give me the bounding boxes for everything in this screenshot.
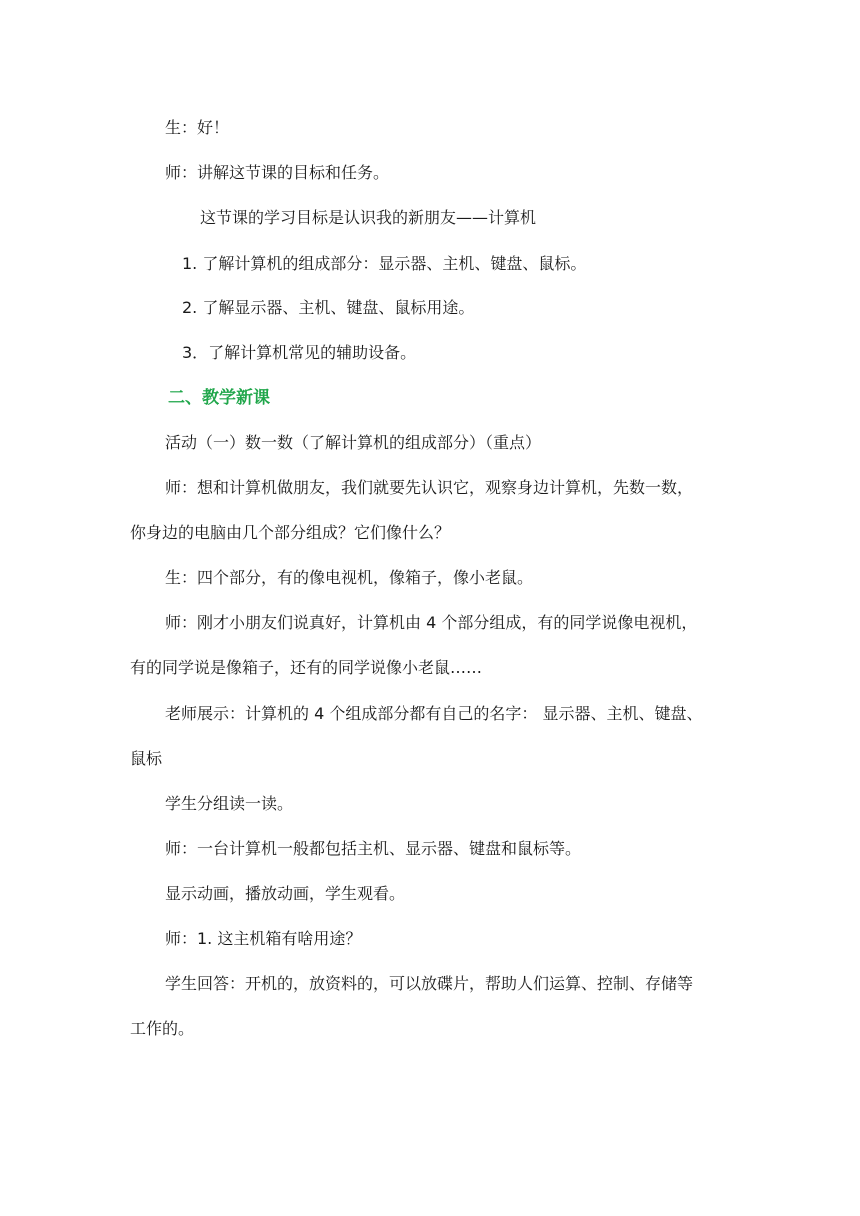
paragraph-group-read: 学生分组读一读。 bbox=[165, 794, 294, 813]
paragraph-teacher-question: 师：想和计算机做朋友，我们就要先认识它，观察身边计算机，先数一数， bbox=[165, 478, 694, 497]
paragraph-learning-goal: 这节课的学习目标是认识我的新朋友——计算机 bbox=[200, 208, 537, 227]
list-item-goal-3: 3．了解计算机常见的辅助设备。 bbox=[182, 343, 417, 362]
paragraph-teacher-show-cont: 鼠标 bbox=[130, 749, 163, 768]
list-item-goal-1: 1. 了解计算机的组成部分：显示器、主机、键盘、鼠标。 bbox=[182, 254, 587, 273]
paragraph-teacher-feedback: 师：刚才小朋友们说真好，计算机由 4 个部分组成，有的同学说像电视机， bbox=[165, 613, 698, 632]
paragraph-teacher-explain: 师：讲解这节课的目标和任务。 bbox=[165, 163, 390, 182]
paragraph-teacher-feedback-cont: 有的同学说是像箱子，还有的同学说像小老鼠…… bbox=[130, 658, 483, 677]
paragraph-teacher-q1: 师：1. 这主机箱有啥用途？ bbox=[165, 929, 362, 948]
paragraph-student-response: 学生回答：开机的，放资料的，可以放碟片，帮助人们运算、控制、存储等 bbox=[165, 974, 694, 993]
paragraph-teacher-show: 老师展示：计算机的 4 个组成部分都有自己的名字： 显示器、主机、键盘、 bbox=[165, 704, 703, 723]
paragraph-teacher-question-cont: 你身边的电脑由几个部分组成？它们像什么？ bbox=[130, 523, 451, 542]
paragraph-student-reply: 生：好！ bbox=[165, 118, 230, 137]
paragraph-student-answer: 生：四个部分，有的像电视机，像箱子，像小老鼠。 bbox=[165, 568, 534, 587]
paragraph-student-response-cont: 工作的。 bbox=[130, 1019, 195, 1038]
paragraph-activity-title: 活动（一）数一数（了解计算机的组成部分）（重点） bbox=[165, 433, 542, 452]
section-heading: 二、教学新课 bbox=[168, 388, 270, 408]
paragraph-teacher-summary: 师：一台计算机一般都包括主机、显示器、键盘和鼠标等。 bbox=[165, 839, 582, 858]
paragraph-animation: 显示动画，播放动画，学生观看。 bbox=[165, 884, 406, 903]
list-item-goal-2: 2. 了解显示器、主机、键盘、鼠标用途。 bbox=[182, 298, 475, 317]
